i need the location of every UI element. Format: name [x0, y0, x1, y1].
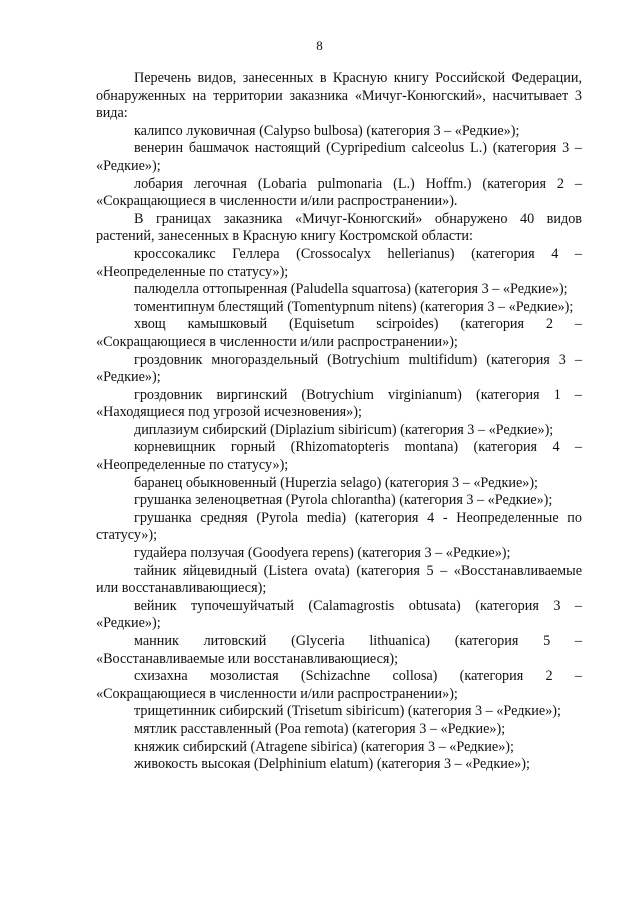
list-item: баранец обыкновенный (Huperzia selago) (категория 3 – «Редкие»); [134, 474, 539, 491]
list-item: томентипнум блестящий (Tomentypnum nitens) (категория 3 – «Редкие»); [134, 298, 574, 315]
list-item: хвощ камышковый (Equisetum scirpoides) (категория 2 – «Сокращающиеся в численности и/или распространении»); [96, 316, 582, 350]
list-item: венерин башмачок настоящий (Cypripedium calceolus L.) (категория 3 – «Редкие»); [96, 140, 582, 174]
list-item: трищетинник сибирский (Trisetum sibiricum) (категория 3 – «Редкие»); [134, 703, 561, 720]
list-item: мятлик расставленный (Poa remota) (категория 3 – «Редкие»); [134, 720, 506, 737]
list-item: гроздовник виргинский (Botrychium virginianum) (категория 1 – «Находящиеся под угрозой исчезновения»); [96, 386, 582, 421]
page-number: 8 [316, 38, 323, 53]
list-item: грушанка зеленоцветная (Pyrola chlorantha) (категория 3 – «Редкие»); [134, 492, 553, 509]
list-item: княжик сибирский (Atragene sibirica) (категория 3 – «Редкие»); [134, 738, 514, 755]
list-item: гудайера ползучая (Goodyera repens) (категория 3 – «Редкие»); [134, 545, 511, 562]
list-item: вейник тупочешуйчатый (Calamagrostis obtusata) (категория 3 – «Редкие»); [96, 597, 582, 632]
list-item: манник литовский (Glyceria lithuanica) (категория 5 – «Восстанавливаемые или восстанавливающиеся); [96, 633, 582, 667]
list-item: диплазиум сибирский (Diplazium sibiricum) (категория 3 – «Редкие»); [134, 421, 554, 438]
list-item: схизахна мозолистая (Schizachne collosa) (категория 2 – «Сокращающиеся в численности и/или распространении»); [96, 668, 582, 702]
document-body [96, 70, 582, 774]
list-item: гроздовник многораздельный (Botrychium multifidum) (категория 3 – «Редкие»); [96, 351, 582, 386]
list-item: грушанка средняя (Pyrola media) (категория 4 - Неопределенные по статусу»); [96, 509, 582, 544]
list-item: лобария легочная (Lobaria pulmonaria (L.) Hoffm.) (категория 2 – «Сокращающиеся в численности и/или распространении»). [96, 175, 582, 210]
list-item: тайник яйцевидный (Listera ovata) (категория 5 – «Восстанавливаемые или восстанавливающиеся); [96, 562, 582, 597]
list-item: живокость высокая (Delphinium elatum) (категория 3 – «Редкие»); [134, 756, 530, 773]
list-item: палюделла оттопыренная (Paludella squarrosa) (категория 3 – «Редкие»); [134, 281, 568, 298]
paragraph-intro-federal: Перечень видов, занесенных в Красную книгу Российской Федерации, обнаруженных на территории заказника «Мичуг-Конюгский», насчитывает 3 вида: [96, 70, 582, 122]
list-item: кроссокаликс Геллера (Crossocalyx hellerianus) (категория 4 – «Неопределенные по статусу»); [96, 245, 582, 280]
paragraph-intro-regional: В границах заказника «Мичуг-Конюгский» обнаружено 40 видов растений, занесенных в Красную книгу Костромской области: [96, 210, 582, 245]
list-item: корневищник горный (Rhizomatopteris montana) (категория 4 – «Неопределенные по статусу»); [96, 439, 582, 474]
list-item: калипсо луковичная (Calypso bulbosa) (категория 3 – «Редкие»); [134, 122, 520, 139]
